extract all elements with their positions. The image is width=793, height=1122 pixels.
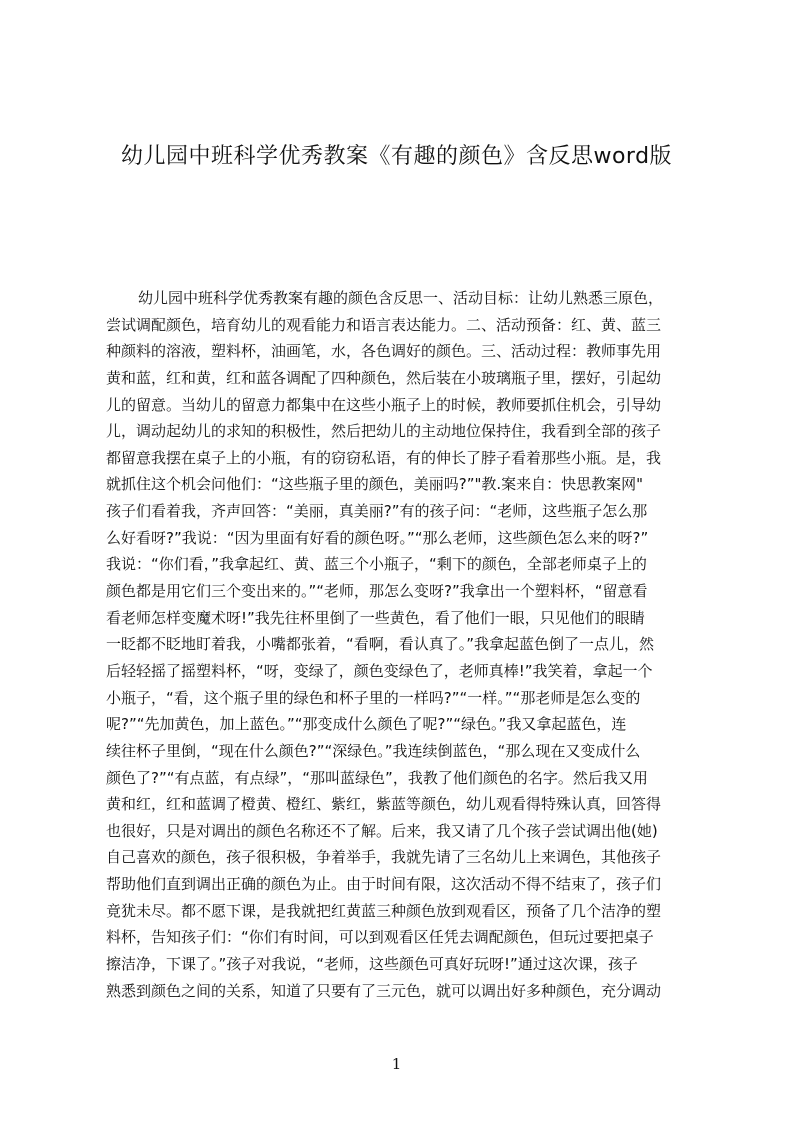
body-text-line: 也很好，只是对调出的颜色名称还不了解。后来，我又请了几个孩子尝试调出他(她) [106,821,658,840]
body-text-line: 呢?”“先加黄色，加上蓝色。”“那变成什么颜色了呢?”“绿色。”我又拿起蓝色，连 [106,715,627,734]
body-text-line: 都留意我摆在桌子上的小瓶，有的窃窃私语，有的伸长了脖子看着那些小瓶。是，我 [106,448,662,467]
body-text-line: 颜色都是用它们三个变出来的。”“老师，那怎么变呀?”我拿出一个塑料杯，“留意看 [106,582,648,601]
body-text-line: 种颜料的溶液，塑料杯，油画笔，水，各色调好的颜色。三、活动过程：教师事先用 [106,342,662,361]
body-text-line: 自己喜欢的颜色，孩子很积极，争着举手，我就先请了三名幼儿上来调色，其他孩子 [106,848,662,867]
body-text-line: 料杯，告知孩子们：“你们有时间，可以到观看区任凭去调配颜色，但玩过要把桌子 [106,928,654,947]
body-text-line: 儿的留意。当幼儿的留意力都集中在这些小瓶子上的时候，教师要抓住机会，引导幼 [106,395,662,414]
body-text-line: 后轻轻摇了摇塑料杯，“呀，变绿了，颜色变绿色了，老师真棒!”我笑着，拿起一个 [106,661,653,680]
body-text-line: 小瓶子，“看，这个瓶子里的绿色和杯子里的一样吗?”“一样。”“那老师是怎么变的 [106,688,641,707]
body-text-line: 儿，调动起幼儿的求知的积极性，然后把幼儿的主动地位保持住，我看到全部的孩子 [106,422,662,441]
body-text-line: 黄和蓝，红和黄，红和蓝各调配了四种颜色，然后装在小玻璃瓶子里，摆好，引起幼 [106,368,662,387]
body-text-line: 么好看呀?”我说：“因为里面有好看的颜色呀。”“那么老师，这些颜色怎么来的呀?” [106,528,649,547]
body-text-line: 竟犹未尽。都不愿下课，是我就把红黄蓝三种颜色放到观看区，预备了几个洁净的塑 [106,901,662,920]
body-text-line: 帮助他们直到调出正确的颜色为止。由于时间有限，这次活动不得不结束了，孩子们 [106,875,662,894]
document-body [106,285,699,1020]
body-text-line: 一眨都不眨地盯着我，小嘴都张着，“看啊，看认真了。”我拿起蓝色倒了一点儿，然 [106,635,655,654]
body-text-line: 就抓住这个机会问他们：“这些瓶子里的颜色，美丽吗?”"教.案来自：快思教案网" [106,475,644,494]
body-text-line: 孩子们看着我，齐声回答：“美丽，真美丽?”有的孩子问：“老师，这些瓶子怎么那 [106,502,648,521]
body-text-line: 续往杯子里倒，“现在什么颜色?”“深绿色。”我连续倒蓝色，“那么现在又变成什么 [106,741,641,760]
page-number: 1 [391,1055,402,1073]
document-title: 幼儿园中班科学优秀教案《有趣的颜色》含反思word版 [120,144,673,169]
body-text-line: 尝试调配颜色，培育幼儿的观看能力和语言表达能力。二、活动预备：红、黄、蓝三 [106,315,662,334]
body-text-line: 幼儿园中班科学优秀教案有趣的颜色含反思一、活动目标：让幼儿熟悉三原色， [138,289,664,307]
body-text-line: 擦洁净，下课了。”孩子对我说，“老师，这些颜色可真好玩呀!”通过这次课，孩子 [106,955,638,974]
body-text-line: 颜色了?”“有点蓝，有点绿”，“那叫蓝绿色”，我教了他们颜色的名字。然后我又用 [106,768,648,787]
body-text-line: 熟悉到颜色之间的关系，知道了只要有了三元色，就可以调出好多种颜色，充分调动 [106,981,662,1000]
body-text-line: 看老师怎样变魔术呀!”我先往杯里倒了一些黄色，看了他们一眼，只见他们的眼睛 [106,608,645,627]
body-text-line: 我说：“你们看，”我拿起红、黄、蓝三个小瓶子，“剩下的颜色，全部老师桌子上的 [106,555,647,574]
body-text-line: 黄和红，红和蓝调了橙黄、橙红、紫红，紫蓝等颜色，幼儿观看得特殊认真，回答得 [106,795,662,814]
